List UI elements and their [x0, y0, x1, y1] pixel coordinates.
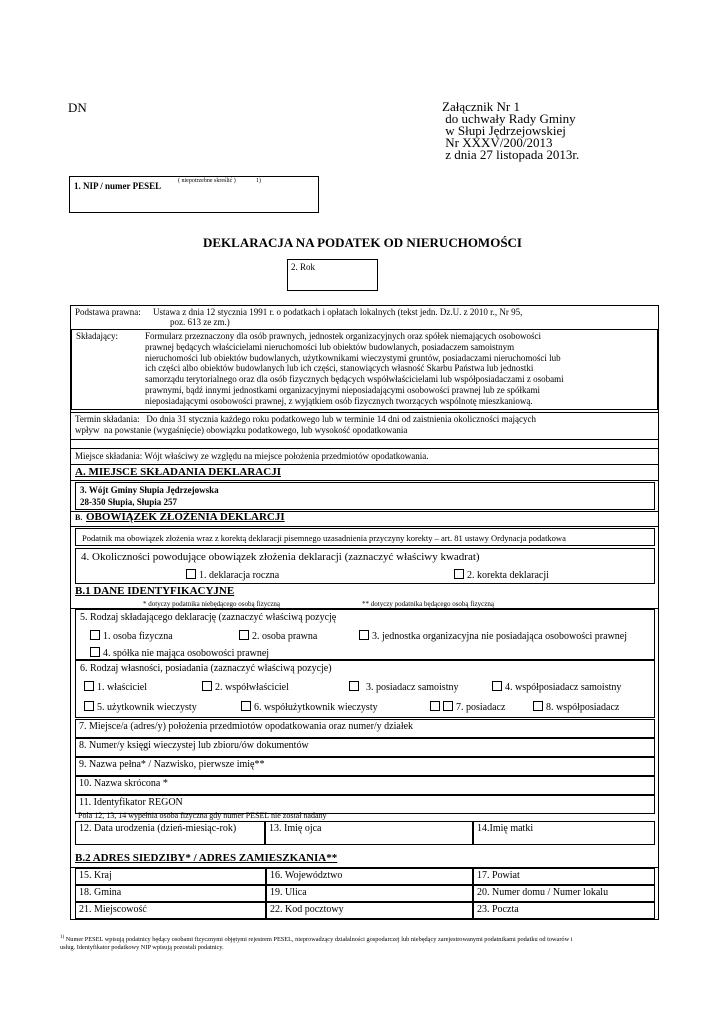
field-22-label: 22. Kod pocztowy — [270, 904, 344, 915]
annex-line: Załącznik Nr 1 — [442, 99, 520, 114]
field-7-label: 7. Miejsce/a (adres/y) położenia przedmiotów opodatkowania oraz numer/y działek — [79, 721, 414, 732]
checkbox[interactable] — [492, 681, 502, 691]
section-b-prefix: B. — [75, 513, 83, 522]
field-10[interactable] — [75, 776, 655, 795]
field-19[interactable] — [266, 885, 473, 902]
f6-option-label: 1. właściciel — [97, 682, 147, 693]
filer-line: Formularz przeznaczony dla osób prawnych, jednostek organizacyjnych oraz spółek niemających osobowości — [145, 331, 541, 341]
legal-basis-label: Podstawa prawna: — [75, 307, 141, 317]
checkbox[interactable] — [239, 630, 249, 640]
f5-option-label: 3. jednostka organizacyjna nie posiadająca osobowości prawnej — [372, 631, 628, 642]
field-18[interactable] — [75, 885, 266, 902]
field-22[interactable] — [266, 902, 473, 919]
annex-line: w Słupi Jędrzejowskiej — [442, 123, 566, 138]
field-5-label: 5. Rodzaj składającego deklarację (zaznaczyć właściwą pozycję — [80, 612, 337, 623]
checkbox-annual[interactable] — [186, 569, 196, 579]
field-4-box — [75, 548, 655, 584]
f6-option-label: 6. współużytkownik wieczysty — [254, 702, 378, 713]
field-20[interactable] — [473, 885, 655, 902]
checkbox[interactable] — [443, 701, 453, 711]
legal-basis — [75, 307, 655, 327]
field-15-label: 15. Kraj — [79, 870, 112, 881]
f6-option-label: 8. współposiadacz — [546, 702, 620, 713]
footnote — [60, 934, 680, 952]
field-15[interactable] — [75, 868, 266, 885]
f5-option-label: 4. spółka nie mająca osobowości prawnej — [103, 648, 270, 659]
checkbox[interactable] — [90, 647, 100, 657]
field-11-label: 11. Identyfikator REGON — [79, 797, 183, 808]
checkbox[interactable] — [202, 681, 212, 691]
f5-option-2[interactable] — [239, 630, 317, 642]
year-label: 2. Rok — [291, 262, 316, 272]
note-legal-person: * dotyczy podatnika niebędącego osobą fizyczną — [143, 600, 281, 608]
filer-line: nieruchomości lub obiektów budowlanych, użytkownikami wieczystymi gruntów, posiadaczami nieruchomości lub — [145, 352, 561, 363]
field-5-box — [75, 609, 655, 660]
field-21-label: 21. Miejscowość — [79, 904, 147, 915]
field-23[interactable] — [473, 902, 655, 919]
f5-option-label: 1. osoba fizyczna — [103, 631, 173, 642]
f5-option-1[interactable] — [90, 630, 173, 642]
f6-option-label: 2. współwłaściciel — [215, 682, 289, 693]
f6-option-label: 7. posiadacz — [456, 702, 506, 713]
f6-option-4[interactable] — [492, 681, 621, 693]
f6-option-2[interactable] — [202, 681, 289, 693]
f6-option-label: 5. użytkownik wieczysty — [97, 702, 197, 713]
f6-option-label: 4. współposiadacz samoistny — [505, 682, 622, 693]
section-a-title: A. MIEJSCE SKŁADANIA DEKLARACJI — [75, 466, 281, 478]
field-23-label: 23. Poczta — [477, 904, 519, 915]
field-12-label: 12. Data urodzenia (dzień-miesiąc-rok) — [79, 823, 237, 834]
f6-option-8[interactable] — [533, 701, 619, 713]
checkbox[interactable] — [84, 681, 94, 691]
field-16[interactable] — [266, 868, 473, 885]
checkbox[interactable] — [84, 701, 94, 711]
section-b-title: OBOWIĄZEK ZŁOŻENIA DEKLARCJI — [86, 511, 285, 523]
filer-line: ich części albo obiektów budowlanych lub ich części, stanowiących własność Skarbu Państwa lub jednostki — [145, 363, 534, 374]
legal-basis-text: Ustawa z dnia 12 stycznia 1991 r. o podatkach i opłatach lokalnych (tekst jedn. Dz.U. z 2010 r., Nr 95, — [152, 307, 523, 317]
field-20-label: 20. Numer domu / Numer lokalu — [477, 887, 609, 898]
nip-pesel-field[interactable] — [69, 176, 319, 213]
field-9-label: 9. Nazwa pełna* / Nazwisko, pierwsze imię** — [79, 759, 265, 770]
tax-office-box — [75, 482, 655, 510]
note-natural-person: ** dotyczy podatnika będącego osobą fizyczną — [362, 600, 494, 608]
field-6-label: 6. Rodzaj własności, posiadania (zaznaczyć właściwą pozycje) — [80, 663, 332, 674]
field-17-label: 17. Powiat — [477, 870, 520, 881]
footnote-line-1: Numer PESEL wpisują podatnicy będący osobami fizycznymi objętymi rejestrem PESEL, nieprowadzący działalności gospodarczej lub niebędący zarejestrowanymi podatnikami podatku od towarów i — [65, 936, 573, 944]
checkbox[interactable] — [349, 681, 359, 691]
f6-option-label: 3. posiadacz samoistny — [366, 682, 459, 693]
filer-text — [145, 331, 655, 407]
nip-pesel-label: 1. NIP / numer PESEL — [74, 181, 162, 191]
option-annual-label: 1. deklaracja roczna — [199, 570, 280, 581]
legal-basis-text-2: poz. 613 ze zm.) — [170, 317, 230, 327]
document-title: DEKLARACJA NA PODATEK OD NIERUCHOMOŚCI — [202, 235, 522, 250]
f5-option-4[interactable] — [90, 647, 269, 659]
pola-note: Pola 12, 13, 14 wypełnia osoba fizyczna gdy numer PESEL nie został nadany — [78, 811, 327, 820]
tax-office-address: 28-350 Słupia, Słupia 257 — [80, 497, 178, 507]
f6-option-5[interactable] — [84, 701, 197, 713]
field-18-label: 18. Gmina — [79, 887, 122, 898]
field-9[interactable] — [75, 757, 655, 776]
annex-line: do uchwały Rady Gminy — [442, 111, 576, 126]
f6-option-3[interactable] — [349, 681, 458, 693]
field-10-label: 10. Nazwa skrócona * — [79, 778, 168, 789]
option-annual[interactable] — [186, 569, 279, 581]
f6-option-1[interactable] — [84, 681, 147, 693]
deadline-line: Termin składania: Do dnia 31 stycznia każdego roku podatkowego lub w terminie 14 dni od zaistnienia okoliczności mających — [75, 414, 536, 424]
checkbox[interactable] — [90, 630, 100, 640]
field-4-label: 4. Okoliczności powodujące obowiązek złożenia deklaracji (zaznaczyć właściwy kwadrat) — [81, 551, 480, 563]
footnote-line-2: usług. Identyfikator podatkowy NIP wpisują pozostali podatnicy. — [60, 944, 224, 952]
field-14[interactable] — [473, 821, 655, 845]
field-16-label: 16. Województwo — [270, 870, 343, 881]
filer-label: Składający: — [76, 331, 118, 341]
year-field[interactable] — [287, 259, 378, 291]
nip-pesel-footnote-ref: 1) — [256, 178, 261, 184]
checkbox[interactable] — [241, 701, 251, 711]
f6-option-6[interactable] — [241, 701, 378, 713]
field-13[interactable] — [265, 821, 473, 845]
section-b1-title: B.1 DANE IDENTYFIKACYJNE — [75, 585, 235, 597]
checkbox[interactable] — [533, 701, 543, 711]
footnote-ref: 1) — [60, 935, 65, 940]
field-14-label: 14.Imię matki — [477, 823, 534, 834]
nip-pesel-note: ( niepotrzebne skreślić ) — [178, 178, 236, 184]
filer-line: nieposiadającymi osobowości prawnej, z wyjątkiem osób fizycznych tworzących wspólnotę mieszkaniową. — [145, 395, 533, 406]
annex-line: z dnia 27 listopada 2013r. — [442, 147, 580, 162]
correction-note-box — [75, 528, 655, 546]
checkbox[interactable] — [430, 701, 440, 711]
filer-line: prawnymi, bądź innymi jednostkami organizacyjnymi nieposiadającymi osobowości prawnej lub ze spółkami — [145, 384, 540, 395]
deadline-line: wpływ na powstanie (wygaśnięcie) obowiązku podatkowego, lub wysokość opodatkowania — [75, 425, 408, 435]
field-21[interactable] — [75, 902, 266, 919]
filer-line: prawnej będących właścicielami nieruchomości lub obiektów budowlanych, posiadaczem samoistnym — [145, 341, 515, 352]
annex-header — [442, 101, 579, 161]
field-17[interactable] — [473, 868, 655, 885]
f5-option-label: 2. osoba prawna — [252, 631, 318, 642]
filer-line: samorządu terytorialnego oraz dla osób fizycznych będących współwłaścicielami lub współposiadaczami z osobami — [145, 374, 564, 385]
section-b2-title — [75, 852, 337, 864]
field-8[interactable] — [75, 738, 655, 757]
tax-office-name: 3. Wójt Gminy Słupia Jędrzejowska — [80, 485, 219, 495]
annex-line: Nr XXXV/200/2013 — [442, 135, 553, 150]
dn-code: DN — [68, 100, 87, 115]
correction-note: Podatnik ma obowiązek złożenia wraz z korektą deklaracji pisemnego uzasadnienia przyczyny korekty – art. 81 ustawy Ordynacja podatkowa — [82, 533, 566, 543]
option-correction-label: 2. korekta deklaracji — [467, 570, 549, 581]
field-13-label: 13. Imię ojca — [269, 823, 322, 834]
option-correction[interactable] — [454, 569, 549, 581]
checkbox[interactable] — [359, 630, 369, 640]
field-6-box — [75, 660, 655, 718]
field-7[interactable] — [75, 719, 655, 738]
field-8-label: 8. Numer/y księgi wieczystej lub zbioru/ów dokumentów — [79, 740, 309, 751]
section-b2-title-text: B.2 ADRES SIEDZIBY* / ADRES ZAMIESZKANIA** — [75, 852, 338, 864]
field-12[interactable] — [75, 821, 265, 845]
field-19-label: 19. Ulica — [270, 887, 307, 898]
checkbox-correction[interactable] — [454, 569, 464, 579]
deadline — [75, 414, 655, 436]
place-of-filing: Miejsce składania: Wójt właściwy ze względu na miejsce położenia przedmiotów opodatkowania. — [75, 451, 429, 461]
f6-option-7[interactable] — [430, 701, 505, 713]
f5-option-3[interactable] — [359, 630, 627, 642]
